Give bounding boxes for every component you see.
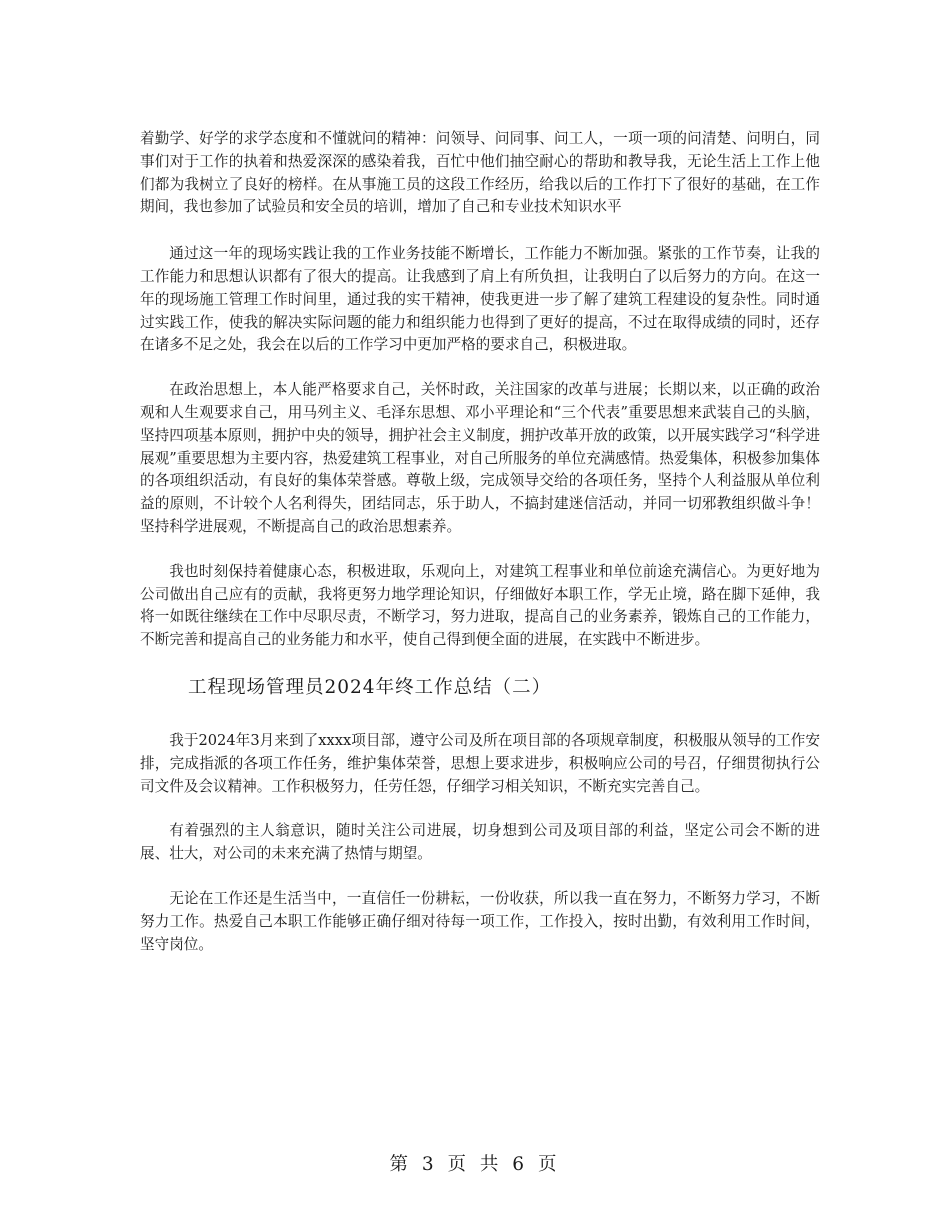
paragraph-ownership: 有着强烈的主人翁意识，随时关注公司进展，切身想到公司及项目部的利益，坚定公司会不断的进展、壮大，对公司的未来充满了热情与期望。 bbox=[140, 822, 820, 863]
section-heading: 工程现场管理员2024年终工作总结（二） bbox=[188, 676, 552, 698]
paragraph-work-skills: 通过这一年的现场实践让我的工作业务技能不断增长，工作能力不断加强。紧张的工作节奏，让我的工作能力和思想认识都有了很大的提高。让我感到了肩上有所负担，让我明白了以后努力的方向。在这一年的现场施工管理工作时间里，通过我的实干精神，使我更进一步了解了建筑工程建设的复杂性。同时通过实践工作，使我的解决实际问题的能力和组织能力也得到了更好的提高，不过在取得成绩的同时，还存在诸多不足之处，我会在以后的工作学习中更加严格的要求自己，积极进取。 bbox=[140, 245, 820, 354]
paragraph-continued: 着勤学、好学的求学态度和不懂就问的精神：问领导、问同事、问工人，一项一项的问清楚、问明白，同事们对于工作的执着和热爱深深的感染着我，百忙中他们抽空耐心的帮助和教导我，无论生活上工作上他们都为我树立了良好的榜样。在从事施工员的这段工作经历，给我以后的工作打下了很好的基础，在工作期间，我也参加了试验员和安全员的培训，增加了自己和专业技术知识水平 bbox=[140, 130, 820, 216]
paragraph-diligence: 无论在工作还是生活当中，一直信任一份耕耘，一份收获，所以我一直在努力，不断努力学习，不断努力工作。热爱自己本职工作能够正确仔细对待每一项工作，工作投入，按时出勤，有效利用工作时间，坚守岗位。 bbox=[140, 889, 820, 953]
document-body bbox=[140, 128, 820, 978]
page-number-footer: 第 3 页 共 6 页 bbox=[389, 1154, 561, 1175]
paragraph-political-thought: 在政治思想上，本人能严格要求自己，关怀时政，关注国家的改革与进展；长期以来，以正确的政治观和人生观要求自己，用马列主义、毛泽东思想、邓小平理论和“三个代表”重要思想来武装自己的头脑，坚持四项基本原则，拥护中央的领导，拥护社会主义制度，拥护改革开放的政策，以开展实践学习“科学进展观”重要思想为主要内容，热爱建筑工程事业，对自己所服务的单位充满感情。热爱集体，积极参加集体的各项组织活动，有良好的集体荣誉感。尊敬上级，完成领导交给的各项任务，坚持个人利益服从单位利益的原则，不计较个人名利得失，团结同志，乐于助人，不搞封建迷信活动，并同一切邪教组织做斗争！坚持科学进展观，不断提高自己的政治思想素养。 bbox=[140, 381, 820, 535]
paragraph-joining-project: 我于2024年3月来到了xxxx项目部，遵守公司及所在项目部的各项规章制度，积极服从领导的工作安排，完成指派的各项工作任务，维护集体荣誉，思想上要求进步，积极响应公司的号召，仔细贯彻执行公司文件及会议精神。工作积极努力，任劳任怨，仔细学习相关知识，不断充实完善自己。 bbox=[140, 731, 820, 795]
paragraph-attitude: 我也时刻保持着健康心态，积极进取，乐观向上，对建筑工程事业和单位前途充满信心。为更好地为公司做出自己应有的贡献，我将更努力地学理论知识，仔细做好本职工作，学无止境，路在脚下延伸，我将一如既往继续在工作中尽职尽责，不断学习，努力进取，提高自己的业务素养，锻炼自己的工作能力，不断完善和提高自己的业务能力和水平，使自己得到便全面的进展，在实践中不断进步。 bbox=[140, 562, 820, 649]
